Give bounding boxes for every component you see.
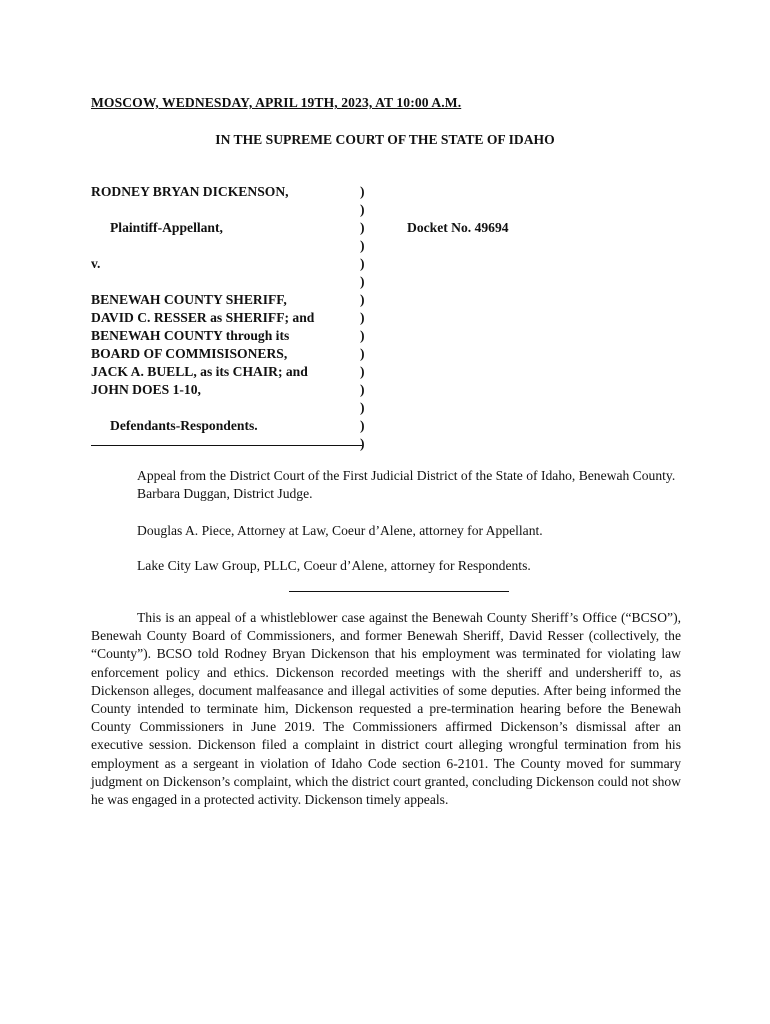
session-line: MOSCOW, WEDNESDAY, APRIL 19TH, 2023, AT 10:00 A.M. bbox=[91, 95, 462, 110]
paren: ) bbox=[360, 274, 365, 289]
paren: ) bbox=[360, 292, 365, 307]
paren: ) bbox=[360, 400, 365, 415]
caption-divider bbox=[91, 445, 362, 446]
defendant-line: BENEWAH COUNTY through its bbox=[91, 328, 290, 343]
appellant-attorney: Douglas A. Piece, Attorney at Law, Coeur d’Alene, attorney for Appellant. bbox=[137, 523, 543, 538]
paren: ) bbox=[360, 238, 365, 253]
appeal-origin: Appeal from the District Court of the First Judicial District of the State of Idaho, Benewah County. Barbara Duggan, District Judge. bbox=[137, 468, 676, 501]
defendants-role: Defendants-Respondents. bbox=[110, 418, 258, 433]
case-summary: This is an appeal of a whistleblower case against the Benewah County Sheriff’s Office (“BCSO”), Benewah County Board of Commissioners, and former Benewah Sheriff, David Resser (collectively, the “County”). BCSO told Rodney Bryan Dickenson that his employment was terminated for violating law enforcement policy and ethics. Dickenson recorded meetings with the sheriff and undersheriff to, as Dickenson alleges, document malfeasance and illegal activities of some deputies. After being informed the County intended to terminate him, Dickenson requested a pre-termination hearing before the Benewah County Commissioners in June 2019. The Commissioners affirmed Dickenson’s dismissal after an executive session. Dickenson filed a complaint in district court alleging wrongful termination from his employment as a sergeant in violation of Idaho Code section 6-2101. The County moved for summary judgment on Dickenson’s complaint, which the district court granted, concluding Dickenson could not show he was engaged in a protected activity. Dickenson timely appeals. bbox=[91, 610, 681, 808]
defendant-line: JOHN DOES 1-10, bbox=[91, 382, 201, 397]
case-caption bbox=[91, 183, 691, 453]
defendant-line: DAVID C. RESSER as SHERIFF; and bbox=[91, 310, 315, 325]
plaintiff-name: RODNEY BRYAN DICKENSON, bbox=[91, 184, 289, 199]
caption-parentheses bbox=[360, 183, 365, 453]
paren: ) bbox=[360, 364, 365, 379]
court-name: IN THE SUPREME COURT OF THE STATE OF IDAHO bbox=[215, 132, 555, 147]
paren: ) bbox=[360, 256, 365, 271]
defendant-line: JACK A. BUELL, as its CHAIR; and bbox=[91, 364, 308, 379]
versus: v. bbox=[91, 256, 101, 271]
section-divider bbox=[289, 591, 509, 592]
paren: ) bbox=[360, 382, 365, 397]
paren: ) bbox=[360, 346, 365, 361]
paren: ) bbox=[360, 328, 365, 343]
paren: ) bbox=[360, 436, 365, 451]
defendant-line: BENEWAH COUNTY SHERIFF, bbox=[91, 292, 287, 307]
docket-number: Docket No. 49694 bbox=[407, 220, 509, 235]
defendant-line: BOARD OF COMMISISONERS, bbox=[91, 346, 288, 361]
plaintiff-role: Plaintiff-Appellant, bbox=[110, 220, 223, 235]
respondent-attorney: Lake City Law Group, PLLC, Coeur d’Alene, attorney for Respondents. bbox=[137, 558, 531, 573]
paren: ) bbox=[360, 220, 365, 235]
paren: ) bbox=[360, 310, 365, 325]
paren: ) bbox=[360, 202, 365, 217]
paren: ) bbox=[360, 184, 365, 199]
paren: ) bbox=[360, 418, 365, 433]
